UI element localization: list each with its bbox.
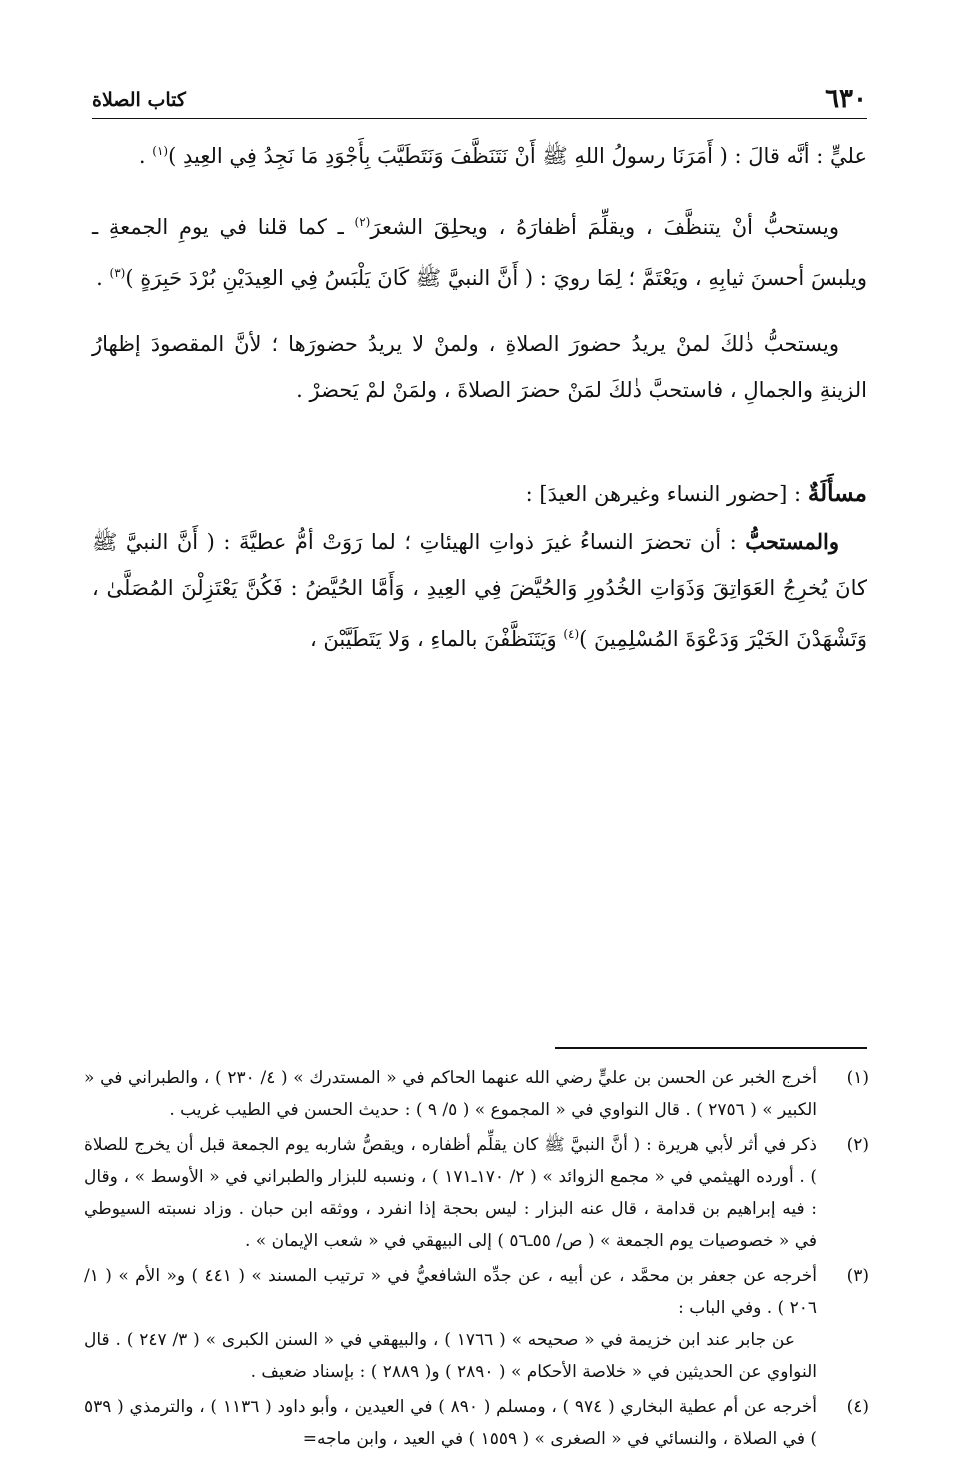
footnote-text: أخرج الخبر عن الحسن بن عليٍّ رضي الله عنهما الحاكم في « المستدرك » ( ٤/ ٢٣٠ ) ، والطبراني في « الكبير » ( ٢٧٥٦ ) . قال النواوي في « المجموع » ( ٥/ ٩ ) : حديث الحسن في الطيب غريب . bbox=[84, 1068, 817, 1120]
footnote-4 bbox=[84, 1391, 869, 1455]
paragraph-2 bbox=[92, 199, 867, 301]
footnote-number: (٤) bbox=[846, 1397, 869, 1417]
paragraph-3: ويستحبُّ ذٰلكَ لمنْ يريدُ حضورَ الصلاةِ ، ولمنْ لا يريدُ حضورَها ؛ لأنَّ المقصودَ إظهارُ الزينةِ والجمالِ ، فاستحبَّ ذٰلكَ لمَنْ حضرَ الصلاةَ ، ولمَنْ لمْ يَحضرْ . bbox=[92, 332, 867, 402]
footnote-1 bbox=[84, 1062, 869, 1126]
main-text bbox=[92, 128, 867, 682]
footnote-ref-1: (١) bbox=[152, 144, 169, 158]
paragraph-4-text-b: وَيَتَنَظَّفْنَ بالماءِ ، وَلا يَتَطَيَّبْنَ ، bbox=[309, 627, 564, 651]
footnote-number: (٢) bbox=[846, 1135, 869, 1155]
issue-heading bbox=[92, 471, 867, 517]
footnote-ref-3: (٣) bbox=[109, 266, 126, 280]
paragraph-1-end: . bbox=[138, 144, 153, 168]
footnote-number: (١) bbox=[846, 1068, 869, 1088]
footnote-ref-2: (٢) bbox=[354, 215, 371, 229]
footnote-number: (٣) bbox=[846, 1266, 869, 1286]
footnote-2 bbox=[84, 1129, 869, 1257]
issue-title: : [حضور النساء وغيرهن العيدَ] : bbox=[525, 482, 808, 506]
footnote-ref-4: (٤) bbox=[563, 627, 580, 641]
page-number: ٦٣٠ bbox=[825, 84, 867, 114]
footnote-3 bbox=[84, 1260, 869, 1388]
paragraph-1-text: عليٍّ : أنَّه قالَ : ( أَمَرَنَا رسولُ اللهِ ﷺ أَنْ نَتَنَظَّفَ وَنَتَطَيَّبَ بِأَجْوَدِ مَا نَجِدُ فِي العِيدِ ) bbox=[168, 144, 867, 168]
footnotes bbox=[84, 1062, 869, 1458]
paragraph-1 bbox=[92, 128, 867, 179]
paragraph-4-text-a: : أن تحضرَ النساءُ غيرَ ذواتِ الهيئاتِ ؛ لما رَوَتْ أمُّ عطيَّةَ : ( أَنَّ النبيَّ ﷺ كانَ يُخرِجُ العَوَاتِقَ وَذَوَاتِ الخُدُورِ وَالحُيَّضَ فِي العِيدِ ، وَأَمَّا الحُيَّضُ : فَكُنَّ يَعْتَزِلْنَ المُصَلَّىٰ ، وَتَشْهَدْنَ الخَيْرَ وَدَعْوَةَ المُسْلِمِينَ ) bbox=[92, 530, 867, 651]
paragraph-2-text-b: ـ كما قلنا في يومِ الجمعةِ ـ ويلبسَ أحسنَ ثيابِهِ ، ويَعْتَمَّ ؛ لِمَا رويَ : ( أَنَّ النبيَّ ﷺ كَانَ يَلْبَسُ فِي العِيدَيْنِ بُرْدَ حَبِرَةٍ ) bbox=[92, 215, 867, 290]
issue-label: مسأَلَةٌ bbox=[807, 480, 867, 507]
paragraph-2-end: . bbox=[96, 266, 110, 290]
footnote-text: أخرجه عن أم عطية البخاري ( ٩٧٤ ) ، ومسلم ( ٨٩٠ ) في العيدين ، وأبو داود ( ١١٣٦ ) ، والترمذي ( ٥٣٩ ) في الصلاة ، والنسائي في « الصغرى » ( ١٥٥٩ ) في العيد ، وابن ماجه= bbox=[84, 1397, 817, 1449]
paragraph-2-text-a: ويستحبُّ أنْ يتنظَّفَ ، ويقلِّمَ أظفارَهُ ، ويحلِقَ الشعرَ bbox=[370, 215, 839, 239]
paragraph-4 bbox=[92, 519, 867, 662]
running-title: كتاب الصلاة bbox=[92, 89, 186, 111]
footnote-continuation: عن جابر عند ابن خزيمة في « صحيحه » ( ١٧٦٦ ) ، والبيهقي في « السنن الكبرى » ( ٣/ ٢٤٧ ) . قال النواوي عن الحديثين في « خلاصة الأحكام » ( ٢٨٩٠ ) و( ٢٨٨٩ ) : بإسناد ضعيف . bbox=[84, 1330, 817, 1382]
footnote-text: ذكر في أثر لأبي هريرة : ( أنَّ النبيَّ ﷺ كان يقلِّم أظفاره ، ويقصُّ شاربه يوم الجمعة قبل أن يخرج للصلاة ) . أورده الهيثمي في « مجمع الزوائد » ( ٢/ ١٧٠ـ١٧١ ) ، ونسبه للبزار والطبراني في « الأوسط » ، وقال : فيه إبراهيم بن قدامة ، قال عنه البزار : ليس بحجة إذا انفرد ، ووثقه ابن حبان . وزاد نسبته السيوطي في « خصوصيات يوم الجمعة » ( ص/ ٥٥ـ٥٦ ) إلى البيهقي في « شعب الإيمان » . bbox=[84, 1135, 817, 1251]
page-header bbox=[92, 84, 867, 119]
paragraph-4-lead: والمستحبُّ bbox=[745, 529, 839, 554]
footnote-divider bbox=[555, 1047, 867, 1049]
footnote-text: أخرجه عن جعفر بن محمَّد ، عن أبيه ، عن جدِّه الشافعيُّ في « ترتيب المسند » ( ٤٤١ ) و« الأم » ( ١/ ٢٠٦ ) . وفي الباب : bbox=[84, 1266, 817, 1318]
